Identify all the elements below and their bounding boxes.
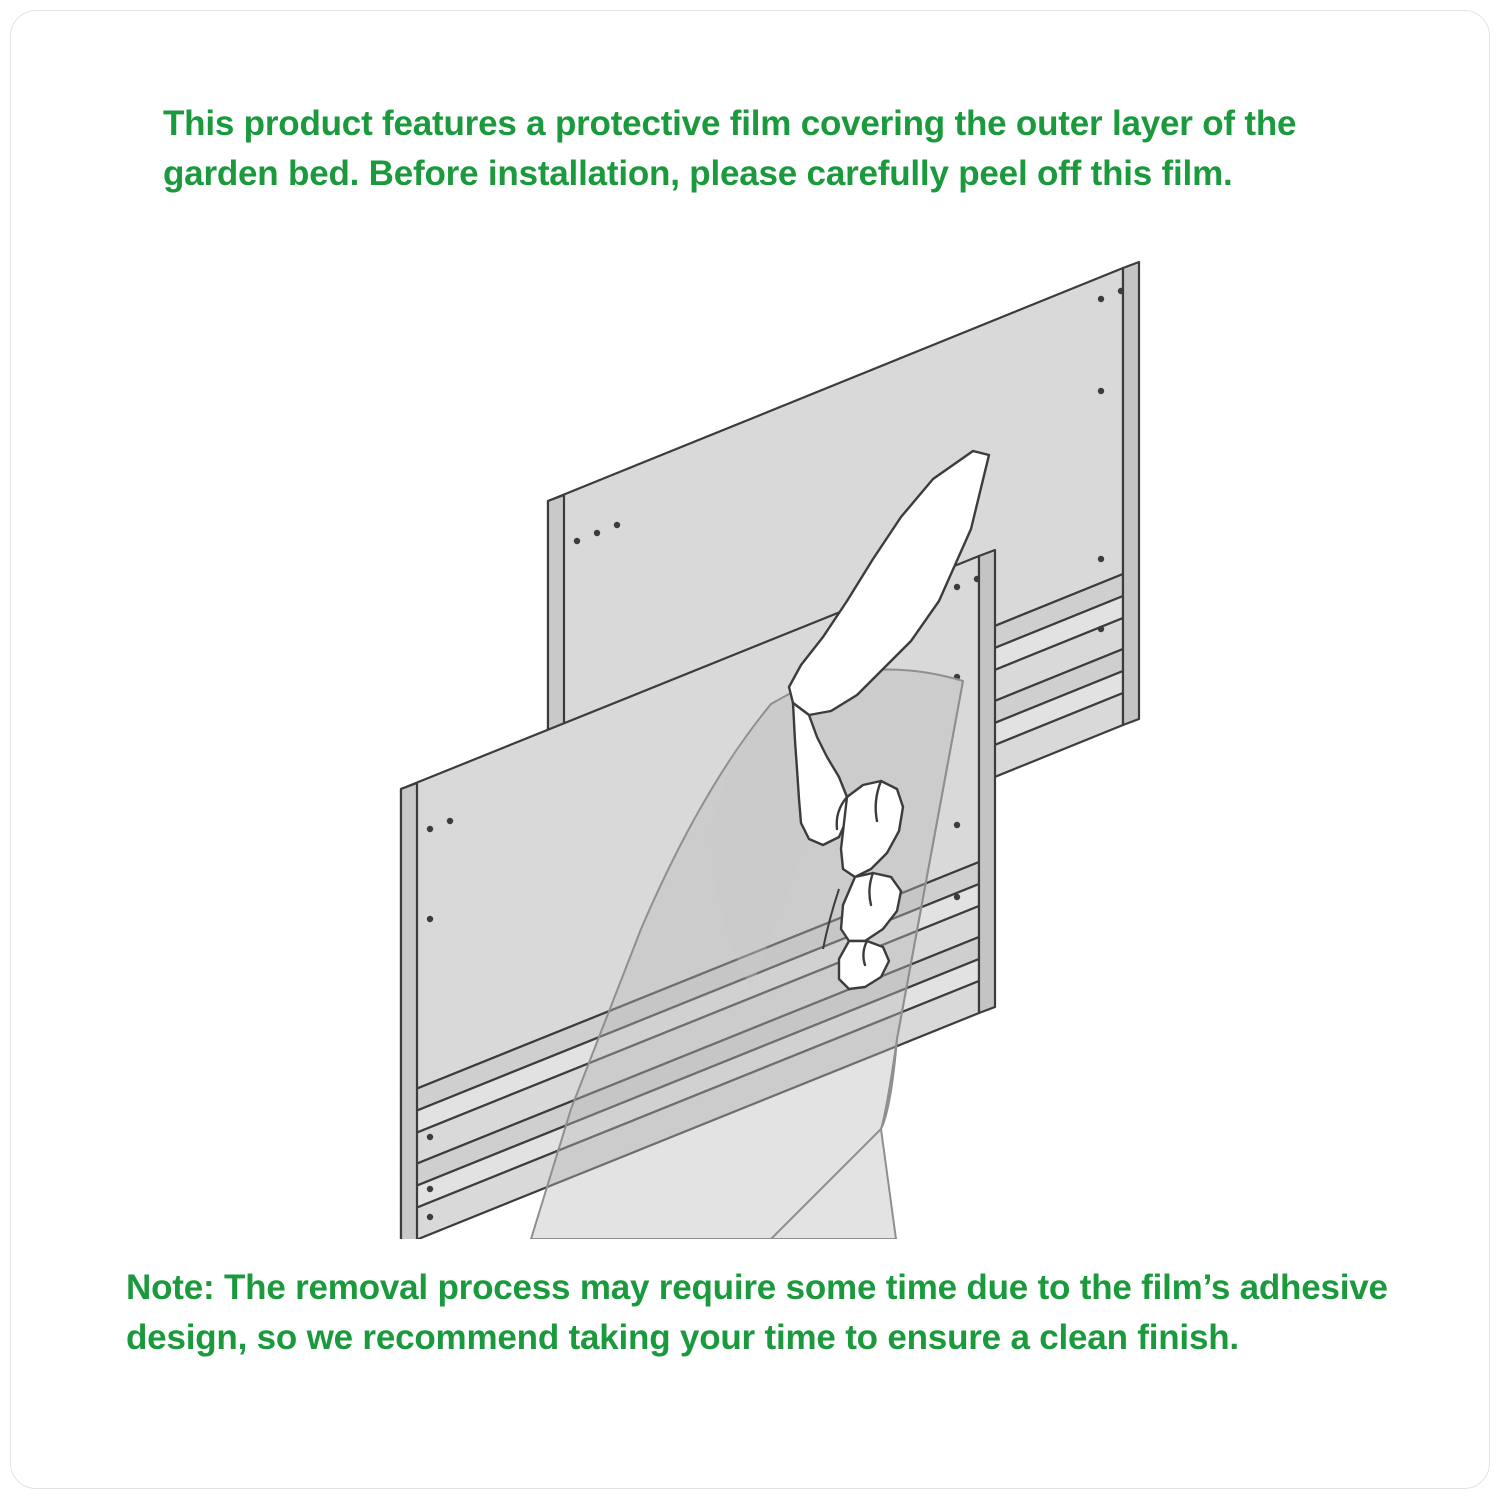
instruction-card — [10, 10, 1490, 1489]
headline-text: This product features a protective film covering the outer layer of the garden bed. Before installation, please carefully peel off this film. — [163, 104, 1297, 193]
garden-bed-film-peel-illustration — [11, 229, 1489, 1239]
note-text: Note: The removal process may require some time due to the film’s adhesive design, so we recommend taking your time to ensure a clean finish. — [126, 1268, 1388, 1357]
